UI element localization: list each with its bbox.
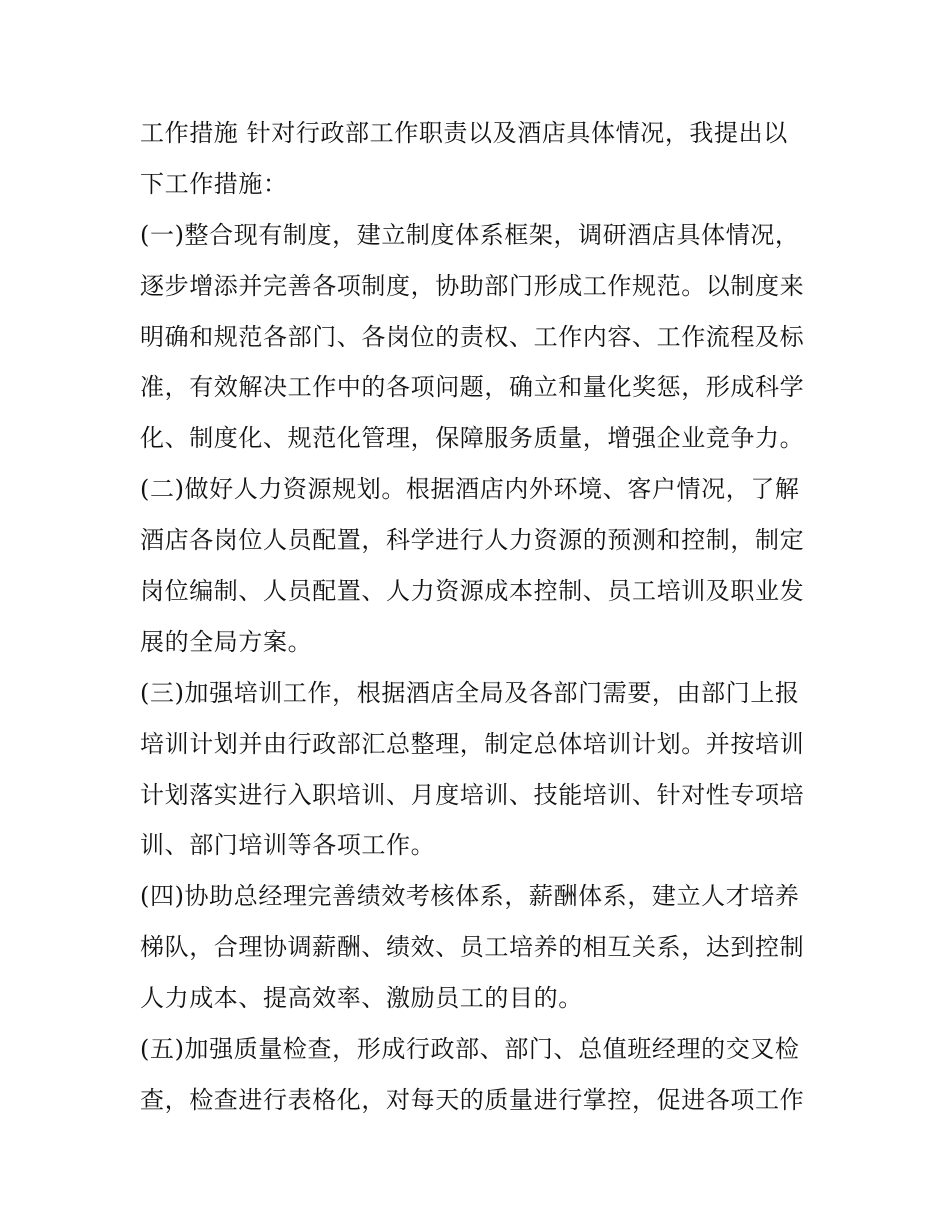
text-line: 明确和规范各部门、各岗位的责权、工作内容、工作流程及标 xyxy=(140,322,805,351)
text-line: 酒店各岗位人员配置，科学进行人力资源的预测和控制，制定 xyxy=(140,526,805,555)
text-line: (一)整合现有制度，建立制度体系框架，调研酒店具体情况， xyxy=(140,220,800,249)
text-line: 培训计划并由行政部汇总整理，制定总体培训计划。并按培训 xyxy=(140,729,805,758)
text-line: 训、部门培训等各项工作。 xyxy=(140,831,436,860)
text-line: 岗位编制、人员配置、人力资源成本控制、员工培训及职业发 xyxy=(140,577,805,606)
text-line: 下工作措施： xyxy=(140,169,288,198)
text-line: 逐步增添并完善各项制度，协助部门形成工作规范。以制度来 xyxy=(140,271,805,300)
text-line: (四)协助总经理完善绩效考核体系，薪酬体系，建立人才培养 xyxy=(140,882,800,911)
text-line: 梯队，合理协调薪酬、绩效、员工培养的相互关系，达到控制 xyxy=(140,933,805,962)
text-line: 计划落实进行入职培训、月度培训、技能培训、针对性专项培 xyxy=(140,780,805,809)
document-body xyxy=(140,108,820,1126)
text-line: 化、制度化、规范化管理，保障服务质量，增强企业竞争力。 xyxy=(140,424,805,453)
text-line: 工作措施 针对行政部工作职责以及酒店具体情况，我提出以 xyxy=(140,119,788,147)
text-line: (五)加强质量检查，形成行政部、部门、总值班经理的交叉检 xyxy=(140,1035,800,1064)
text-line: 查，检查进行表格化，对每天的质量进行掌控，促进各项工作 xyxy=(140,1085,805,1114)
text-line: 人力成本、提高效率、激励员工的目的。 xyxy=(140,984,583,1013)
text-line: (二)做好人力资源规划。根据酒店内外环境、客户情况，了解 xyxy=(140,475,800,504)
text-line: (三)加强培训工作，根据酒店全局及各部门需要，由部门上报 xyxy=(140,678,800,707)
text-line: 准，有效解决工作中的各项问题，确立和量化奖惩，形成科学 xyxy=(140,373,805,402)
text-line: 展的全局方案。 xyxy=(140,627,313,656)
